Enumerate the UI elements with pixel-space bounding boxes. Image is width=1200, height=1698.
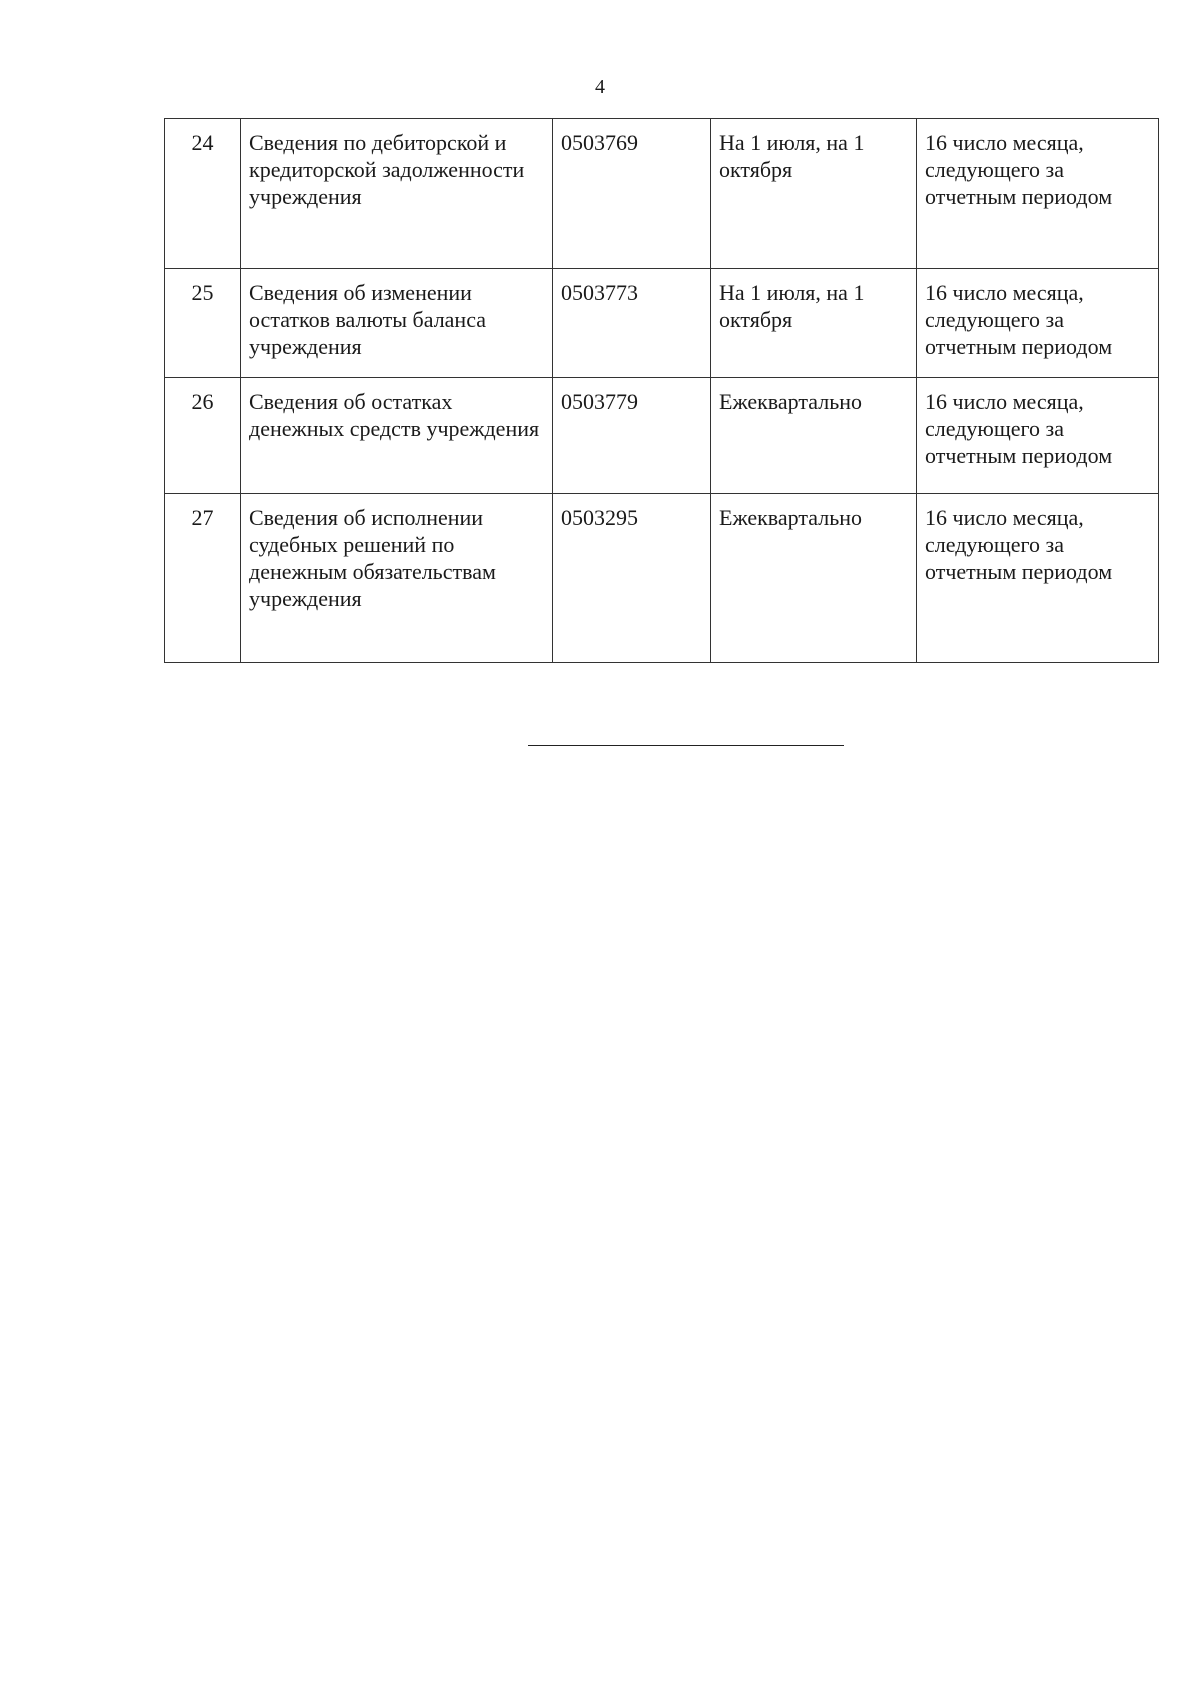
table-row [165, 269, 1159, 378]
form-code: 0503779 [553, 378, 711, 494]
table-row [165, 119, 1159, 269]
row-number: 25 [165, 269, 241, 378]
form-code: 0503295 [553, 494, 711, 663]
submission-deadline: 16 число месяца, следующего за отчетным периодом [917, 269, 1159, 378]
report-name: Сведения об остатках денежных средств учреждения [241, 378, 553, 494]
report-name: Сведения об исполнении судебных решений по денежным обязательствам учреждения [241, 494, 553, 663]
form-code: 0503769 [553, 119, 711, 269]
row-number: 26 [165, 378, 241, 494]
submission-deadline: 16 число месяца, следующего за отчетным периодом [917, 378, 1159, 494]
report-period: Ежеквартально [711, 378, 917, 494]
page-number: 4 [595, 76, 605, 98]
report-name: Сведения по дебиторской и кредиторской задолженности учреждения [241, 119, 553, 269]
row-number: 27 [165, 494, 241, 663]
closing-divider-line [528, 745, 844, 746]
submission-deadline: 16 число месяца, следующего за отчетным периодом [917, 494, 1159, 663]
row-number: 24 [165, 119, 241, 269]
report-name: Сведения об изменении остатков валюты баланса учреждения [241, 269, 553, 378]
table-row [165, 494, 1159, 663]
report-period: На 1 июля, на 1 октября [711, 269, 917, 378]
form-code: 0503773 [553, 269, 711, 378]
report-period: Ежеквартально [711, 494, 917, 663]
reports-table [164, 118, 1158, 663]
table-row [165, 378, 1159, 494]
submission-deadline: 16 число месяца, следующего за отчетным периодом [917, 119, 1159, 269]
report-period: На 1 июля, на 1 октября [711, 119, 917, 269]
